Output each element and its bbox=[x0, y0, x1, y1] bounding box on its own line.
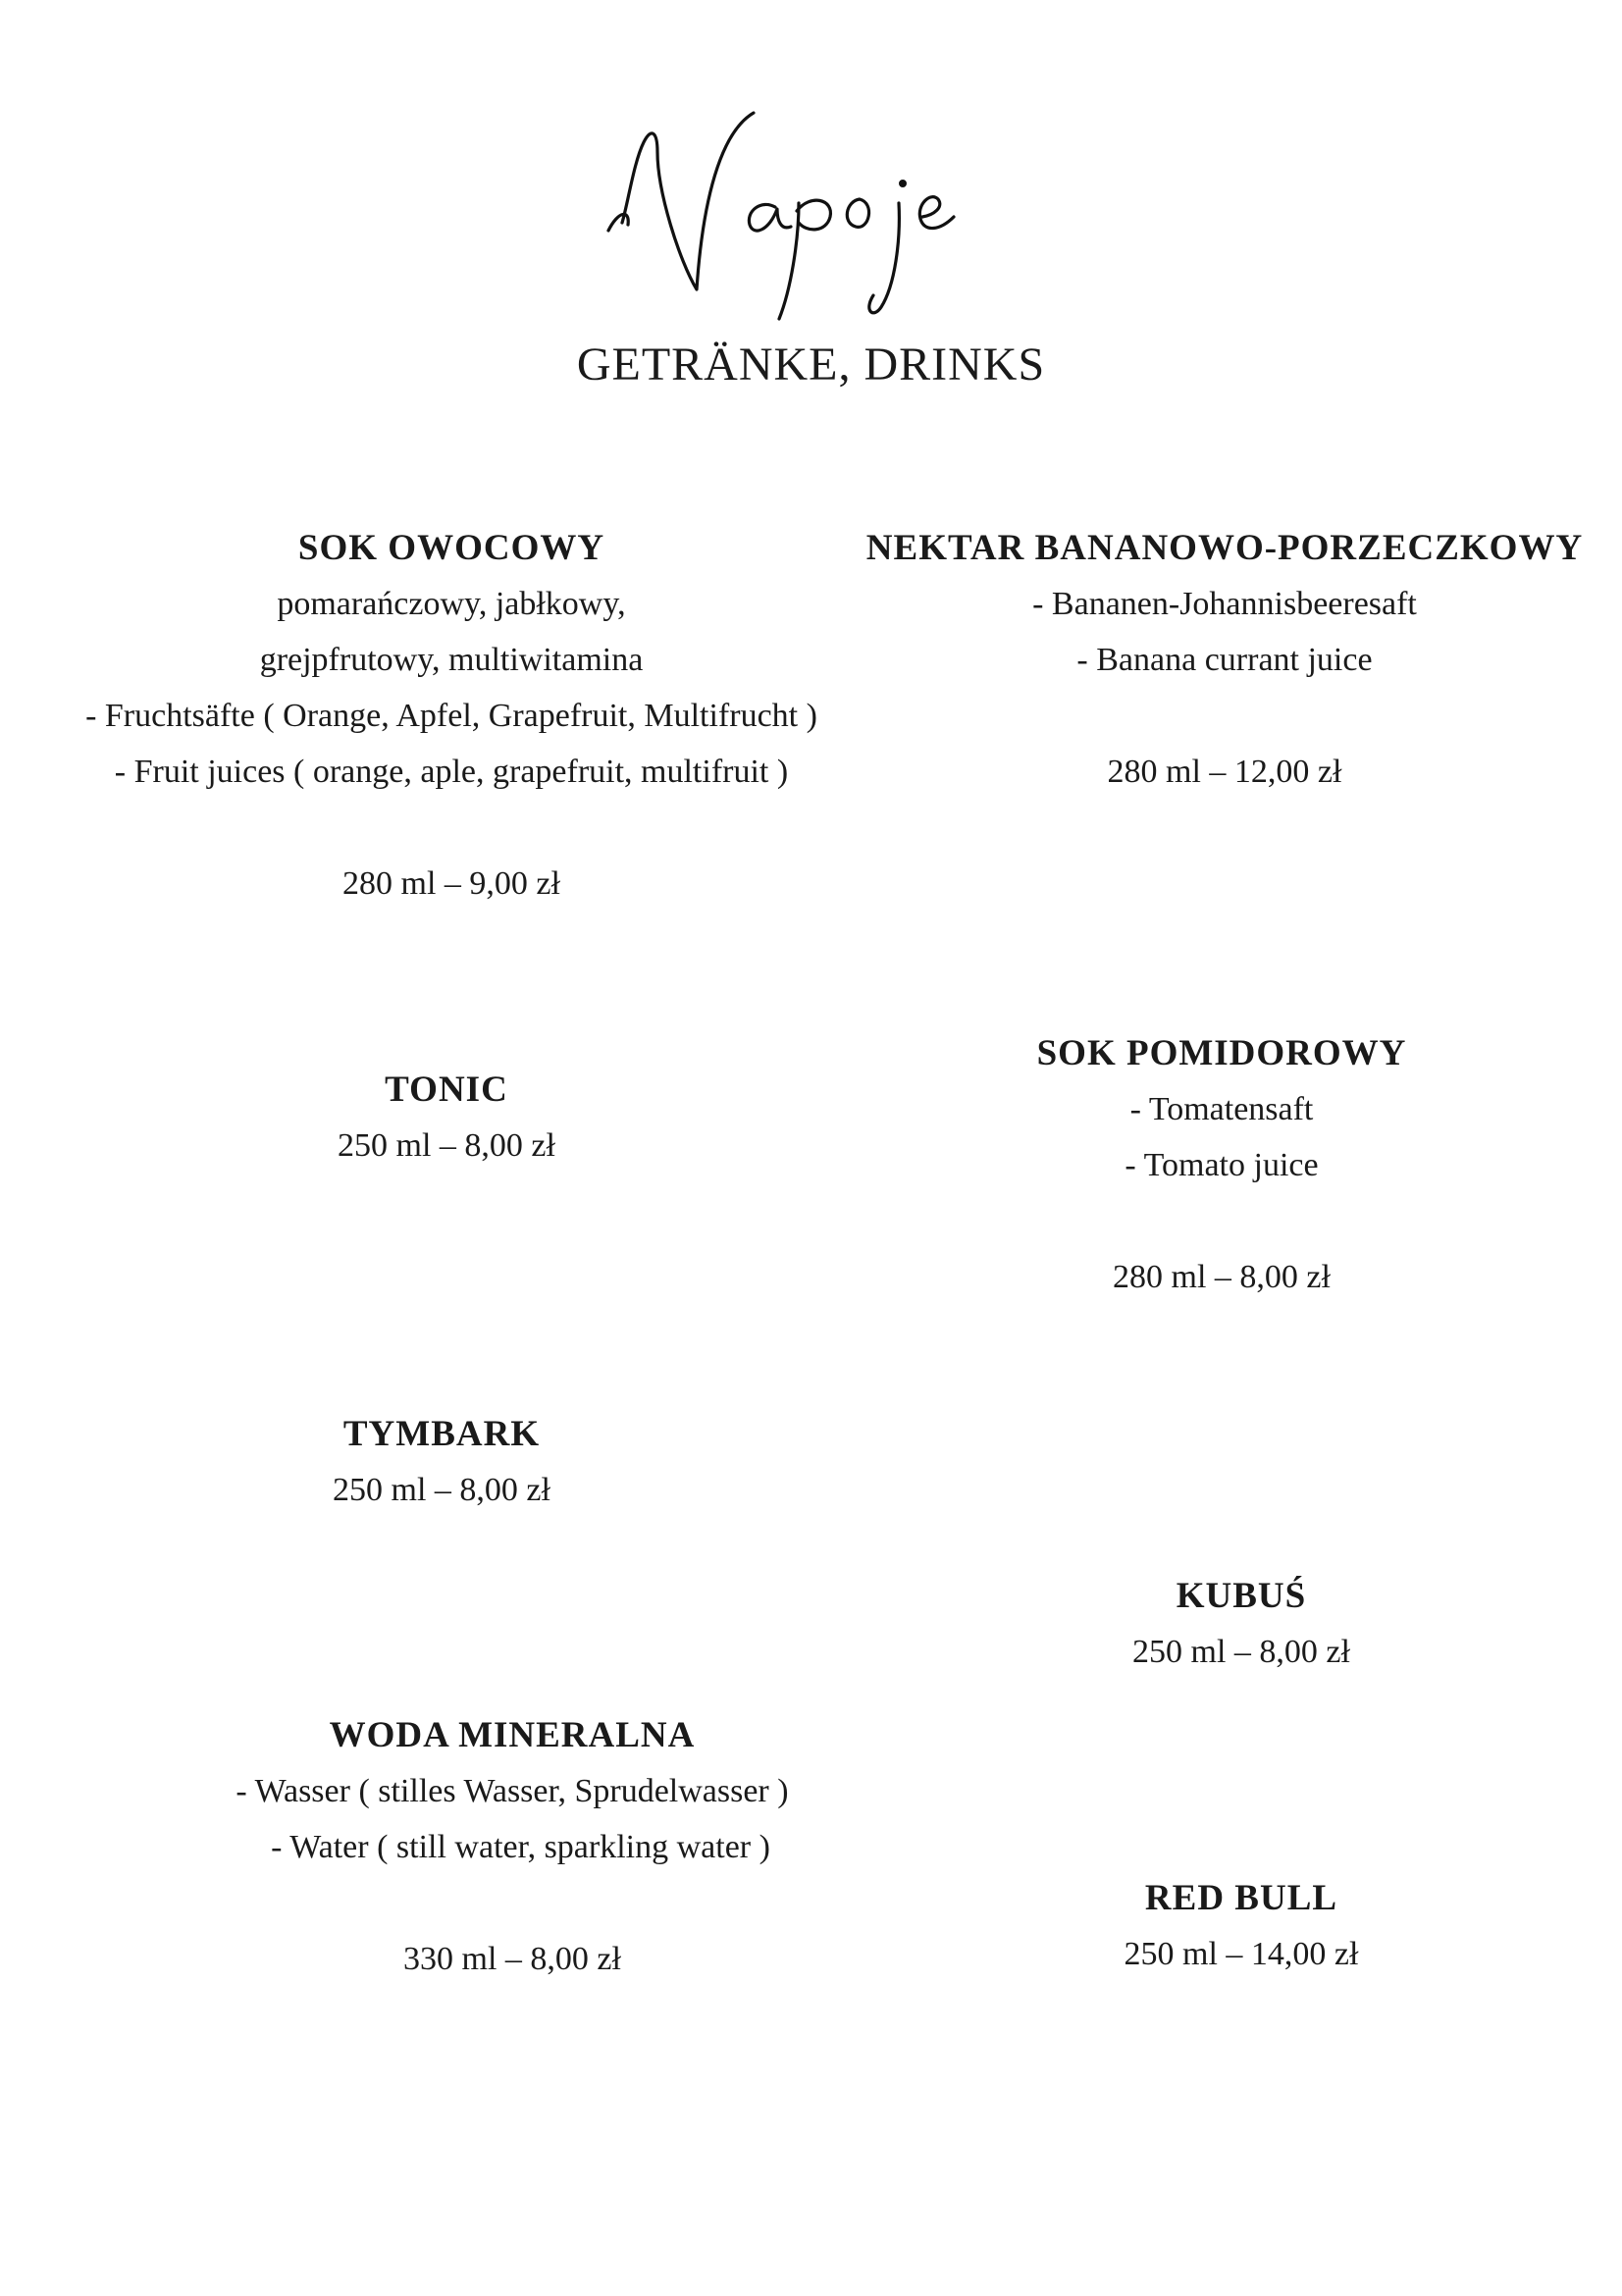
item-name: NEKTAR BANANOWO-PORZECZKOWY bbox=[865, 528, 1584, 568]
item-desc-line: pomarańczowy, jabłkowy, bbox=[277, 586, 626, 622]
item-desc-line: - Water ( still water, sparkling water ) bbox=[254, 1829, 770, 1865]
item-price: 250 ml – 8,00 zł bbox=[338, 1127, 555, 1164]
item-desc-line: - Tomato juice bbox=[1125, 1147, 1319, 1183]
item-price: 250 ml – 14,00 zł bbox=[1124, 1936, 1359, 1972]
item-name: TYMBARK bbox=[342, 1414, 541, 1454]
item-name: RED BULL bbox=[1144, 1878, 1338, 1918]
item-price: 250 ml – 8,00 zł bbox=[333, 1472, 550, 1508]
item-name: KUBUŚ bbox=[1176, 1576, 1307, 1616]
item-name: WODA MINERALNA bbox=[329, 1715, 696, 1755]
menu-item-kubus bbox=[1132, 1568, 1350, 1680]
item-price: 280 ml – 9,00 zł bbox=[342, 865, 560, 902]
item-name: SOK OWOCOWY bbox=[297, 528, 605, 568]
page-subtitle: GETRÄNKE, DRINKS bbox=[576, 339, 1046, 391]
menu-item-red-bull bbox=[1125, 1870, 1359, 1982]
item-desc-line: - Fruchtsäfte ( Orange, Apfel, Grapefruit, Multifrucht ) bbox=[85, 698, 817, 734]
item-name: SOK POMIDOROWY bbox=[1036, 1033, 1407, 1073]
item-desc-line: - Banana currant juice bbox=[1076, 642, 1373, 678]
item-desc-line: - Wasser ( stilles Wasser, Sprudelwasser ) bbox=[235, 1773, 789, 1809]
menu-item-sok-owocowy bbox=[85, 520, 817, 912]
item-desc-line: - Bananen-Johannisbeeresaft bbox=[1032, 586, 1417, 622]
item-name: TONIC bbox=[385, 1070, 508, 1110]
item-price: 330 ml – 8,00 zł bbox=[403, 1941, 621, 1977]
item-price: 250 ml – 8,00 zł bbox=[1132, 1634, 1350, 1670]
menu-item-tymbark bbox=[333, 1406, 550, 1518]
item-price: 280 ml – 12,00 zł bbox=[1107, 754, 1342, 790]
item-price: 280 ml – 8,00 zł bbox=[1113, 1259, 1331, 1295]
menu-item-woda-mineralna bbox=[235, 1707, 788, 1987]
menu-item-sok-pomidorowy bbox=[1037, 1025, 1407, 1305]
menu-item-nektar bbox=[866, 520, 1583, 800]
item-desc-line: grejpfrutowy, multiwitamina bbox=[259, 642, 644, 678]
menu-item-tonic bbox=[338, 1062, 555, 1174]
item-desc-line: - Tomatensaft bbox=[1129, 1091, 1314, 1127]
item-desc-line: - Fruit juices ( orange, aple, grapefruit, multifruit ) bbox=[114, 754, 789, 790]
napoje-script-title bbox=[589, 93, 1001, 348]
